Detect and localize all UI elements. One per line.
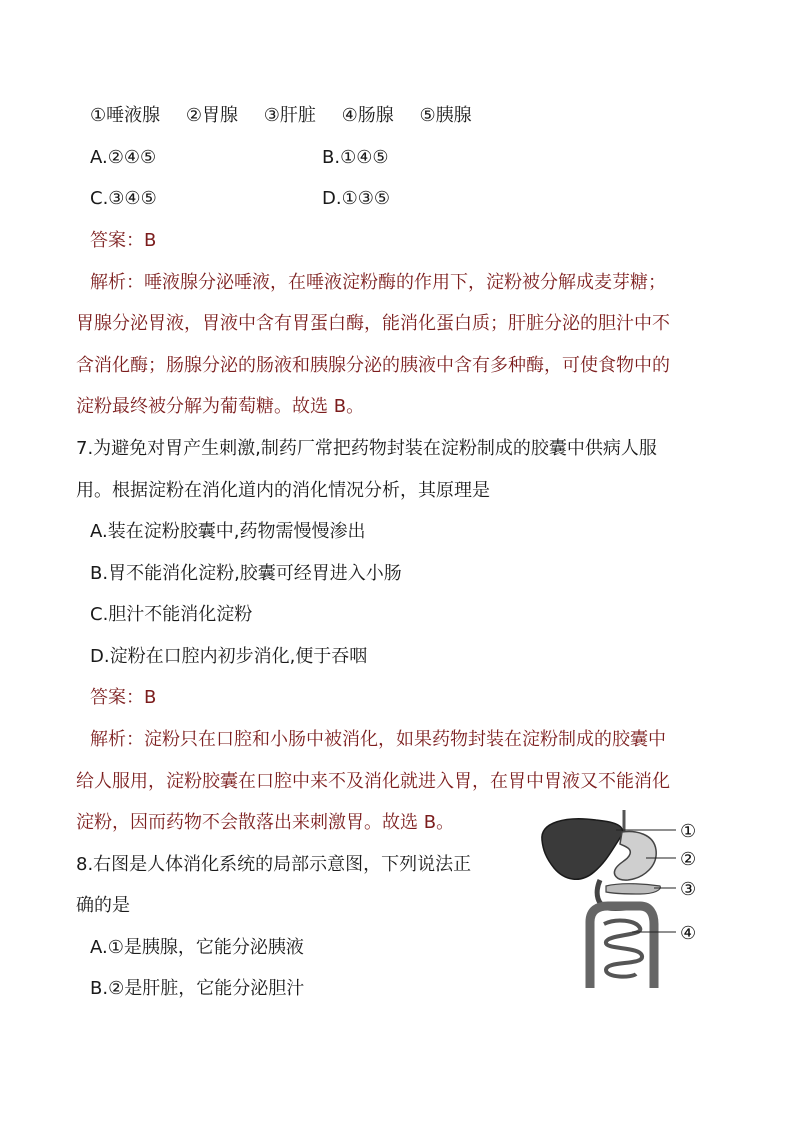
q7-analysis-line: 淀粉，因而药物不会散落出来刺激胃。故选 B。 bbox=[76, 812, 455, 833]
figure-label: ① bbox=[680, 821, 697, 842]
liver-shape bbox=[542, 819, 623, 879]
q6-option-b: B.①④⑤ bbox=[322, 147, 389, 168]
small-intestine-shape bbox=[604, 921, 642, 977]
digestive-system-illustration bbox=[536, 810, 736, 995]
figure-label: ④ bbox=[680, 923, 697, 944]
q7-answer: 答案：B bbox=[90, 687, 157, 708]
q8-stem-line: 确的是 bbox=[76, 895, 130, 916]
q8-stem-line: 8.右图是人体消化系统的局部示意图，下列说法正 bbox=[76, 854, 472, 875]
pancreas-shape bbox=[606, 884, 660, 894]
q7-option-d: D.淀粉在口腔内初步消化,便于吞咽 bbox=[90, 646, 368, 667]
q6-analysis-line: 含消化酶；肠腺分泌的肠液和胰腺分泌的胰液中含有多种酶，可使食物中的 bbox=[76, 355, 670, 376]
q6-option-row-1 bbox=[90, 146, 730, 170]
q6-option-d: D.①③⑤ bbox=[322, 188, 390, 209]
organ-item: ⑤胰腺 bbox=[419, 105, 472, 126]
q8-option-a: A.①是胰腺，它能分泌胰液 bbox=[90, 937, 304, 958]
figure-label: ② bbox=[680, 849, 697, 870]
q8-option-b: B.②是肝脏，它能分泌胆汁 bbox=[90, 978, 305, 999]
organ-item: ②胃腺 bbox=[185, 105, 239, 126]
q7-analysis-line: 解析：淀粉只在口腔和小肠中被消化，如果药物封装在淀粉制成的胶囊中 bbox=[90, 729, 666, 750]
q6-analysis-line: 胃腺分泌胃液，胃液中含有胃蛋白酶，能消化蛋白质；肝脏分泌的胆汁中不 bbox=[76, 313, 670, 334]
q7-option-b: B.胃不能消化淀粉,胶囊可经胃进入小肠 bbox=[90, 563, 402, 584]
organ-item: ③肝脏 bbox=[263, 105, 316, 126]
q7-stem-line: 用。根据淀粉在消化道内的消化情况分析，其原理是 bbox=[76, 480, 490, 501]
figure-label: ③ bbox=[680, 879, 697, 900]
q6-answer: 答案：B bbox=[90, 230, 157, 251]
q7-analysis-line: 给人服用，淀粉胶囊在口腔中来不及消化就进入胃，在胃中胃液又不能消化 bbox=[76, 771, 670, 792]
organ-list bbox=[90, 104, 492, 128]
q6-analysis-line: 淀粉最终被分解为葡萄糖。故选 B。 bbox=[76, 396, 365, 417]
stomach-shape bbox=[615, 832, 657, 881]
q7-option-c: C.胆汁不能消化淀粉 bbox=[90, 604, 253, 625]
q7-option-a: A.装在淀粉胶囊中,药物需慢慢渗出 bbox=[90, 521, 366, 542]
q6-analysis-line: 解析：唾液腺分泌唾液，在唾液淀粉酶的作用下，淀粉被分解成麦芽糖； bbox=[90, 272, 666, 293]
q6-option-a: A.②④⑤ bbox=[90, 147, 157, 168]
organ-item: ④肠腺 bbox=[341, 105, 394, 126]
organ-item: ①唾液腺 bbox=[90, 105, 161, 126]
q7-stem-line: 7.为避免对胃产生刺激,制药厂常把药物封装在淀粉制成的胶囊中供病人服 bbox=[76, 438, 657, 459]
q6-option-row-2 bbox=[90, 187, 730, 211]
digestive-system-figure bbox=[536, 810, 736, 995]
q6-option-c: C.③④⑤ bbox=[90, 188, 157, 209]
